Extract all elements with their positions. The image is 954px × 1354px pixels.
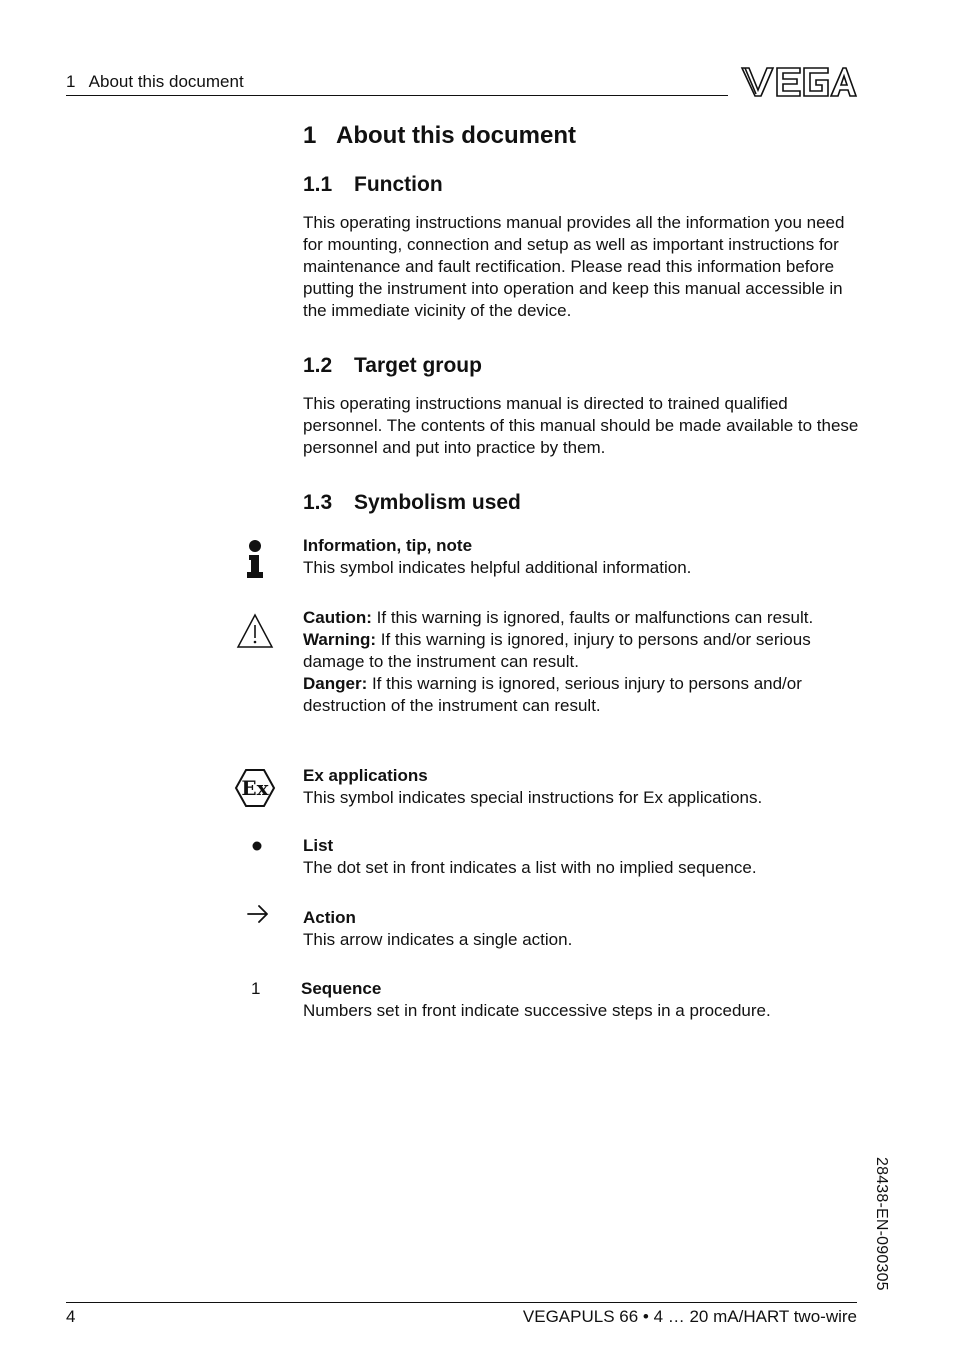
list-text: The dot set in front indicates a list with no implied sequence. xyxy=(303,858,757,877)
document-code: 28438-EN-090305 xyxy=(873,1157,890,1291)
vega-logo xyxy=(740,64,858,100)
info-item xyxy=(303,535,863,579)
ex-title: Ex applications xyxy=(303,766,428,785)
page-number: 4 xyxy=(66,1307,76,1326)
danger-text: If this warning is ignored, serious injury to persons and/or destruction of the instrument can result. xyxy=(303,674,802,715)
section-number: 1.3 xyxy=(303,491,333,514)
function-paragraph xyxy=(303,212,863,322)
action-text: This arrow indicates a single action. xyxy=(303,930,573,949)
ex-text: This symbol indicates special instructions for Ex applications. xyxy=(303,788,763,807)
sequence-item xyxy=(303,978,863,1022)
chapter-number: 1 xyxy=(303,122,317,149)
action-item xyxy=(303,907,863,951)
section-number: 1.1 xyxy=(303,173,333,196)
danger-line xyxy=(303,673,859,717)
section-heading-function xyxy=(303,173,443,197)
warning-triangle-icon xyxy=(236,613,274,649)
list-title: List xyxy=(303,836,334,855)
section-title: Symbolism used xyxy=(354,491,521,514)
info-title: Information, tip, note xyxy=(303,536,473,555)
caution-text: If this warning is ignored, faults or malfunctions can result. xyxy=(371,608,814,627)
danger-label: Danger: xyxy=(303,674,368,693)
sequence-text: Numbers set in front indicate successive steps in a procedure. xyxy=(303,1001,771,1020)
action-title: Action xyxy=(303,908,356,927)
target-group-body: This operating instructions manual is directed to trained qualified personnel. The contents of this manual should be made available to these personnel and put into practice by them. xyxy=(303,394,859,457)
ex-hexagon-icon xyxy=(234,768,276,808)
ex-item xyxy=(303,765,863,809)
chapter-title-text: About this document xyxy=(336,122,576,149)
arrow-right-icon xyxy=(246,904,270,924)
list-item xyxy=(303,835,863,879)
info-icon xyxy=(244,538,266,580)
caution-line xyxy=(303,607,859,629)
warning-item xyxy=(303,607,859,717)
section-heading-target-group xyxy=(303,354,482,378)
sequence-title: Sequence xyxy=(301,979,382,998)
bullet-icon xyxy=(251,840,263,852)
svg-text:Ex: Ex xyxy=(241,776,269,800)
footer-rule xyxy=(66,1302,857,1303)
section-heading-symbolism xyxy=(303,491,521,515)
chapter-title xyxy=(303,122,576,150)
function-body: This operating instructions manual provides all the information you need for mounting, connection and setup as well as important instructions for maintenance and fault rectification. Please read this information before putting the instrument into operation and keep this manual accessible in the immediate vicinity of the device. xyxy=(303,213,845,320)
info-text: This symbol indicates helpful additional information. xyxy=(303,558,692,577)
section-title: Target group xyxy=(354,354,482,377)
caution-label: Caution: xyxy=(303,608,372,627)
sequence-marker: 1 xyxy=(251,979,261,998)
header-rule xyxy=(66,95,728,96)
warning-label: Warning: xyxy=(303,630,377,649)
footer-product-title: VEGAPULS 66 • 4 … 20 mA/HART two-wire xyxy=(522,1307,857,1326)
running-header: 1 About this document xyxy=(66,72,244,91)
section-number: 1.2 xyxy=(303,354,333,377)
warning-line xyxy=(303,629,859,673)
target-group-paragraph xyxy=(303,393,863,459)
section-title: Function xyxy=(354,173,443,196)
warning-text: If this warning is ignored, injury to persons and/or serious damage to the instrument can result. xyxy=(303,630,811,671)
